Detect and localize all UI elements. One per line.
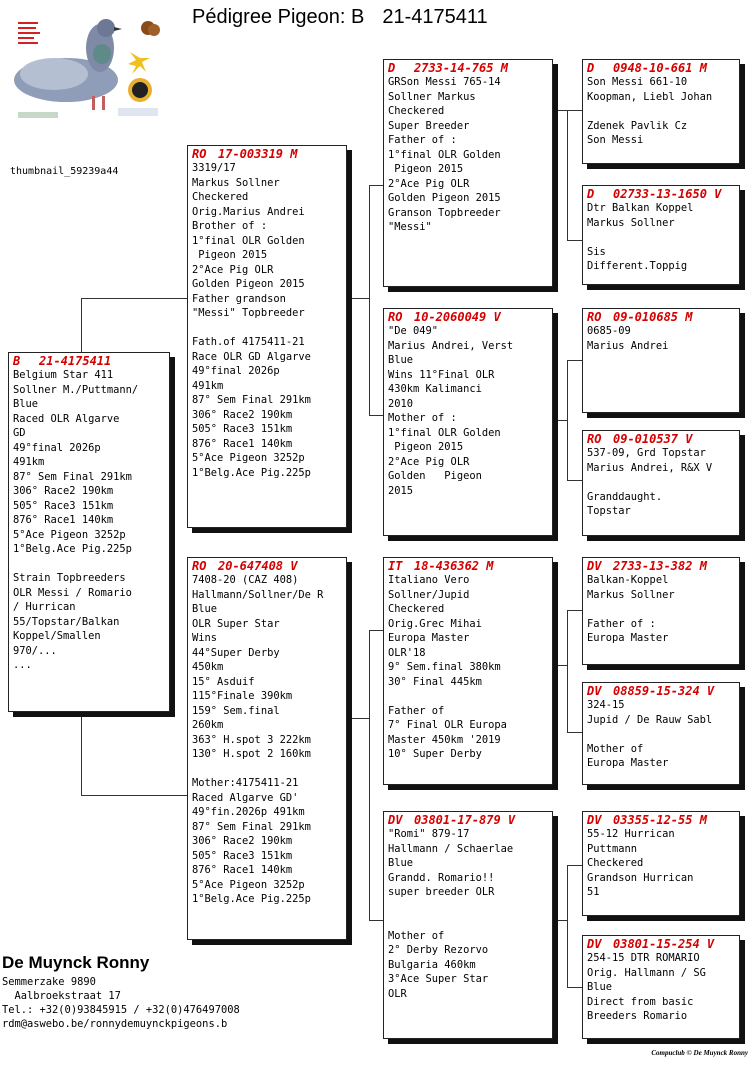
sex-code: RO: [587, 432, 602, 446]
pedigree-card-subject: [8, 352, 170, 712]
pedigree-card-dss: [582, 557, 740, 665]
ring-number: 03801-17-879 V: [414, 813, 516, 827]
pedigree-card-dsd: [582, 682, 740, 785]
club-logo-image: [8, 8, 173, 123]
breeder-name: De Muynck Ronny: [2, 953, 150, 972]
card-header: [13, 354, 165, 368]
card-text: "Romi" 879-17 Hallmann / Schaerlae Blue Grandd. Romario!! super breeder OLR Mother of 2° Derby Rezorvo Bulgaria 460km 3°Ace Super Star OLR: [388, 828, 514, 1000]
card-text: 3319/17 Markus Sollner Checkered Orig.Marius Andrei Brother of : 1°final OLR Golden Pigeon 2015 2°Ace Pig OLR Golden Pigeon 2015 Father grandson "Messi" Topbreeder Fath.of 4175411-21 Race OLR GD Algarve 49°final 2026p 491km 87° Sem Final 291km 306° Race2 190km 505° Race3 151km 876° Race1 140km 5°Ace Pigeon 3252p 1°Belg.Ace Pig.225p: [192, 162, 311, 479]
card-text: "De 049" Marius Andrei, Verst Blue Wins 11°Final OLR 430km Kalimanci 2010 Mother of : 1°final OLR Golden Pigeon 2015 2°Ace Pig OLR Golden Pigeon 2015: [388, 325, 514, 497]
card-text: 7408-20 (CAZ 408) Hallmann/Sollner/De R Blue OLR Super Star Wins 44°Super Derby 450km 15° Asduif 115°Finale 390km 159° Sem.final 260km 363° H.spot 3 222km 130° H.spot 2 160km Mother:4175411-21 Raced Algarve GD' 49°fin.2026p 491km 87° Sem Final 291km 306° Race2 190km 505° Race3 151km 876° Race1 140km 5°Ace Pigeon 3252p 1°Belg.Ace Pig.225p: [192, 574, 324, 905]
pedigree-card-dds: [582, 811, 740, 916]
pedigree-card-dam-sire: [383, 557, 553, 785]
connector-line: [81, 712, 82, 795]
card-header: [587, 559, 735, 573]
connector-line: [567, 865, 568, 987]
breeder-address: Semmerzake 9890 Aalbroekstraat 17 Tel.: +32(0)93845915 / +32(0)476497008 rdm@aswebo.be/ronnydemuynckpigeons.b: [2, 976, 240, 1030]
sex-code: D: [587, 187, 595, 201]
card-text: 537-09, Grd Topstar Marius Andrei, R&X V Granddaught. Topstar: [587, 447, 713, 517]
pedigree-card-dam: [187, 557, 347, 940]
sex-code: DV: [587, 813, 602, 827]
connector-line: [81, 795, 187, 796]
sex-code: D: [587, 61, 595, 75]
pedigree-card-ddd: [582, 935, 740, 1039]
title-label: Pédigree Pigeon: B: [192, 6, 365, 28]
connector-line: [369, 415, 383, 416]
card-text: 324-15 Jupid / De Rauw Sabl Mother of Europa Master: [587, 699, 713, 769]
connector-line: [567, 732, 582, 733]
card-header: [587, 61, 735, 75]
card-header: [388, 813, 548, 827]
sex-code: D: [388, 61, 396, 75]
ring-number: 2733-14-765 M: [414, 61, 508, 75]
connector-line: [567, 480, 582, 481]
card-header: [587, 432, 735, 446]
card-text: 55-12 Hurrican Puttmann Checkered Grandson Hurrican 51: [587, 828, 694, 898]
ring-number: 21-4175411: [39, 354, 112, 368]
connector-line: [346, 298, 370, 299]
footer-credit: Compuclub © De Muynck Ronny: [651, 1049, 748, 1057]
card-header: [587, 310, 735, 324]
card-header: [192, 559, 342, 573]
connector-line: [81, 298, 187, 299]
connector-line: [369, 185, 383, 186]
connector-line: [567, 865, 582, 866]
sex-code: RO: [192, 559, 207, 573]
ring-number: 09-010537 V: [613, 432, 693, 446]
ring-number: 03801-15-254 V: [613, 937, 715, 951]
sex-code: B: [13, 354, 21, 368]
card-header: [587, 813, 735, 827]
sex-code: DV: [587, 937, 602, 951]
connector-line: [567, 110, 568, 240]
pigeon-image: [8, 8, 173, 123]
ring-number: 08859-15-324 V: [613, 684, 715, 698]
card-header: [587, 937, 735, 951]
connector-line: [553, 920, 567, 921]
ring-number: 18-436362 M: [414, 559, 494, 573]
card-header: [388, 61, 548, 75]
ring-number: 20-647408 V: [218, 559, 298, 573]
pedigree-card-dam-dam: [383, 811, 553, 1039]
card-text: 254-15 DTR ROMARIO Orig. Hallmann / SG Blue Direct from basic Breeders Romario: [587, 952, 706, 1022]
ring-number: 0948-10-661 M: [613, 61, 707, 75]
card-text: Son Messi 661-10 Koopman, Liebl Johan Zdenek Pavlik Cz Son Messi: [587, 76, 713, 146]
connector-line: [81, 298, 82, 352]
connector-line: [346, 718, 370, 719]
connector-line: [553, 420, 567, 421]
card-header: [587, 684, 735, 698]
title-ring: 21-4175411: [382, 6, 488, 28]
sex-code: RO: [388, 310, 403, 324]
sex-code: IT: [388, 559, 403, 573]
connector-line: [369, 920, 383, 921]
card-header: [388, 310, 548, 324]
pedigree-card-sire-sire: [383, 59, 553, 287]
connector-line: [567, 360, 568, 480]
pedigree-card-sdd: [582, 430, 740, 536]
ring-number: 17-003319 M: [218, 147, 298, 161]
card-text: Belgium Star 411 Sollner M./Puttmann/ Blue Raced OLR Algarve GD 49°final 2026p 491km 87° Sem Final 291km 306° Race2 190km 505° Race3 151km 876° Race1 140km 5°Ace Pigeon 3252p 1°Belg.Ace Pig.225p Strain Topbreeders OLR Messi / Romario / Hurrican 55/Topstar/Balkan Koppel/Smallen 970/... ...: [13, 369, 139, 671]
thumbnail-label: thumbnail_59239a44: [10, 166, 119, 177]
card-text: GRSon Messi 765-14 Sollner Markus Checkered Super Breeder Father of : 1°final OLR Golden Pigeon 2015 2°Ace Pig OLR Golden Pigeon 2015 Granson Topbreeder "Messi": [388, 76, 501, 233]
card-header: [388, 559, 548, 573]
page-title: [192, 6, 488, 29]
card-text: Italiano Vero Sollner/Jupid Checkered Orig.Grec Mihai Europa Master OLR'18 9° Sem.final 380km 30° Final 445km Father of 7° Final OLR Europa Master 450km '2019 10° Super Derby: [388, 574, 507, 760]
connector-line: [567, 987, 582, 988]
sex-code: RO: [587, 310, 602, 324]
connector-line: [567, 610, 582, 611]
card-text: Dtr Balkan Koppel Markus Sollner Sis Different.Toppig: [587, 202, 694, 272]
pedigree-card-sire-dam: [383, 308, 553, 536]
sex-code: DV: [388, 813, 403, 827]
sex-code: DV: [587, 684, 602, 698]
pedigree-card-sss: [582, 59, 740, 164]
card-text: 0685-09 Marius Andrei: [587, 325, 669, 352]
connector-line: [369, 630, 383, 631]
ring-number: 2733-13-382 M: [613, 559, 707, 573]
connector-line: [369, 630, 370, 920]
sex-code: DV: [587, 559, 602, 573]
card-text: Balkan-Koppel Markus Sollner Father of : Europa Master: [587, 574, 675, 644]
ring-number: 02733-13-1650 V: [613, 187, 722, 201]
connector-line: [567, 610, 568, 732]
connector-line: [369, 185, 370, 415]
pedigree-card-ssd: [582, 185, 740, 285]
ring-number: 10-2060049 V: [414, 310, 501, 324]
pedigree-card-sds: [582, 308, 740, 413]
card-header: [587, 187, 735, 201]
pedigree-card-sire: [187, 145, 347, 528]
card-header: [192, 147, 342, 161]
connector-line: [553, 665, 567, 666]
connector-line: [567, 360, 582, 361]
connector-line: [567, 240, 582, 241]
sex-code: RO: [192, 147, 207, 161]
ring-number: 09-010685 M: [613, 310, 693, 324]
ring-number: 03355-12-55 M: [613, 813, 707, 827]
